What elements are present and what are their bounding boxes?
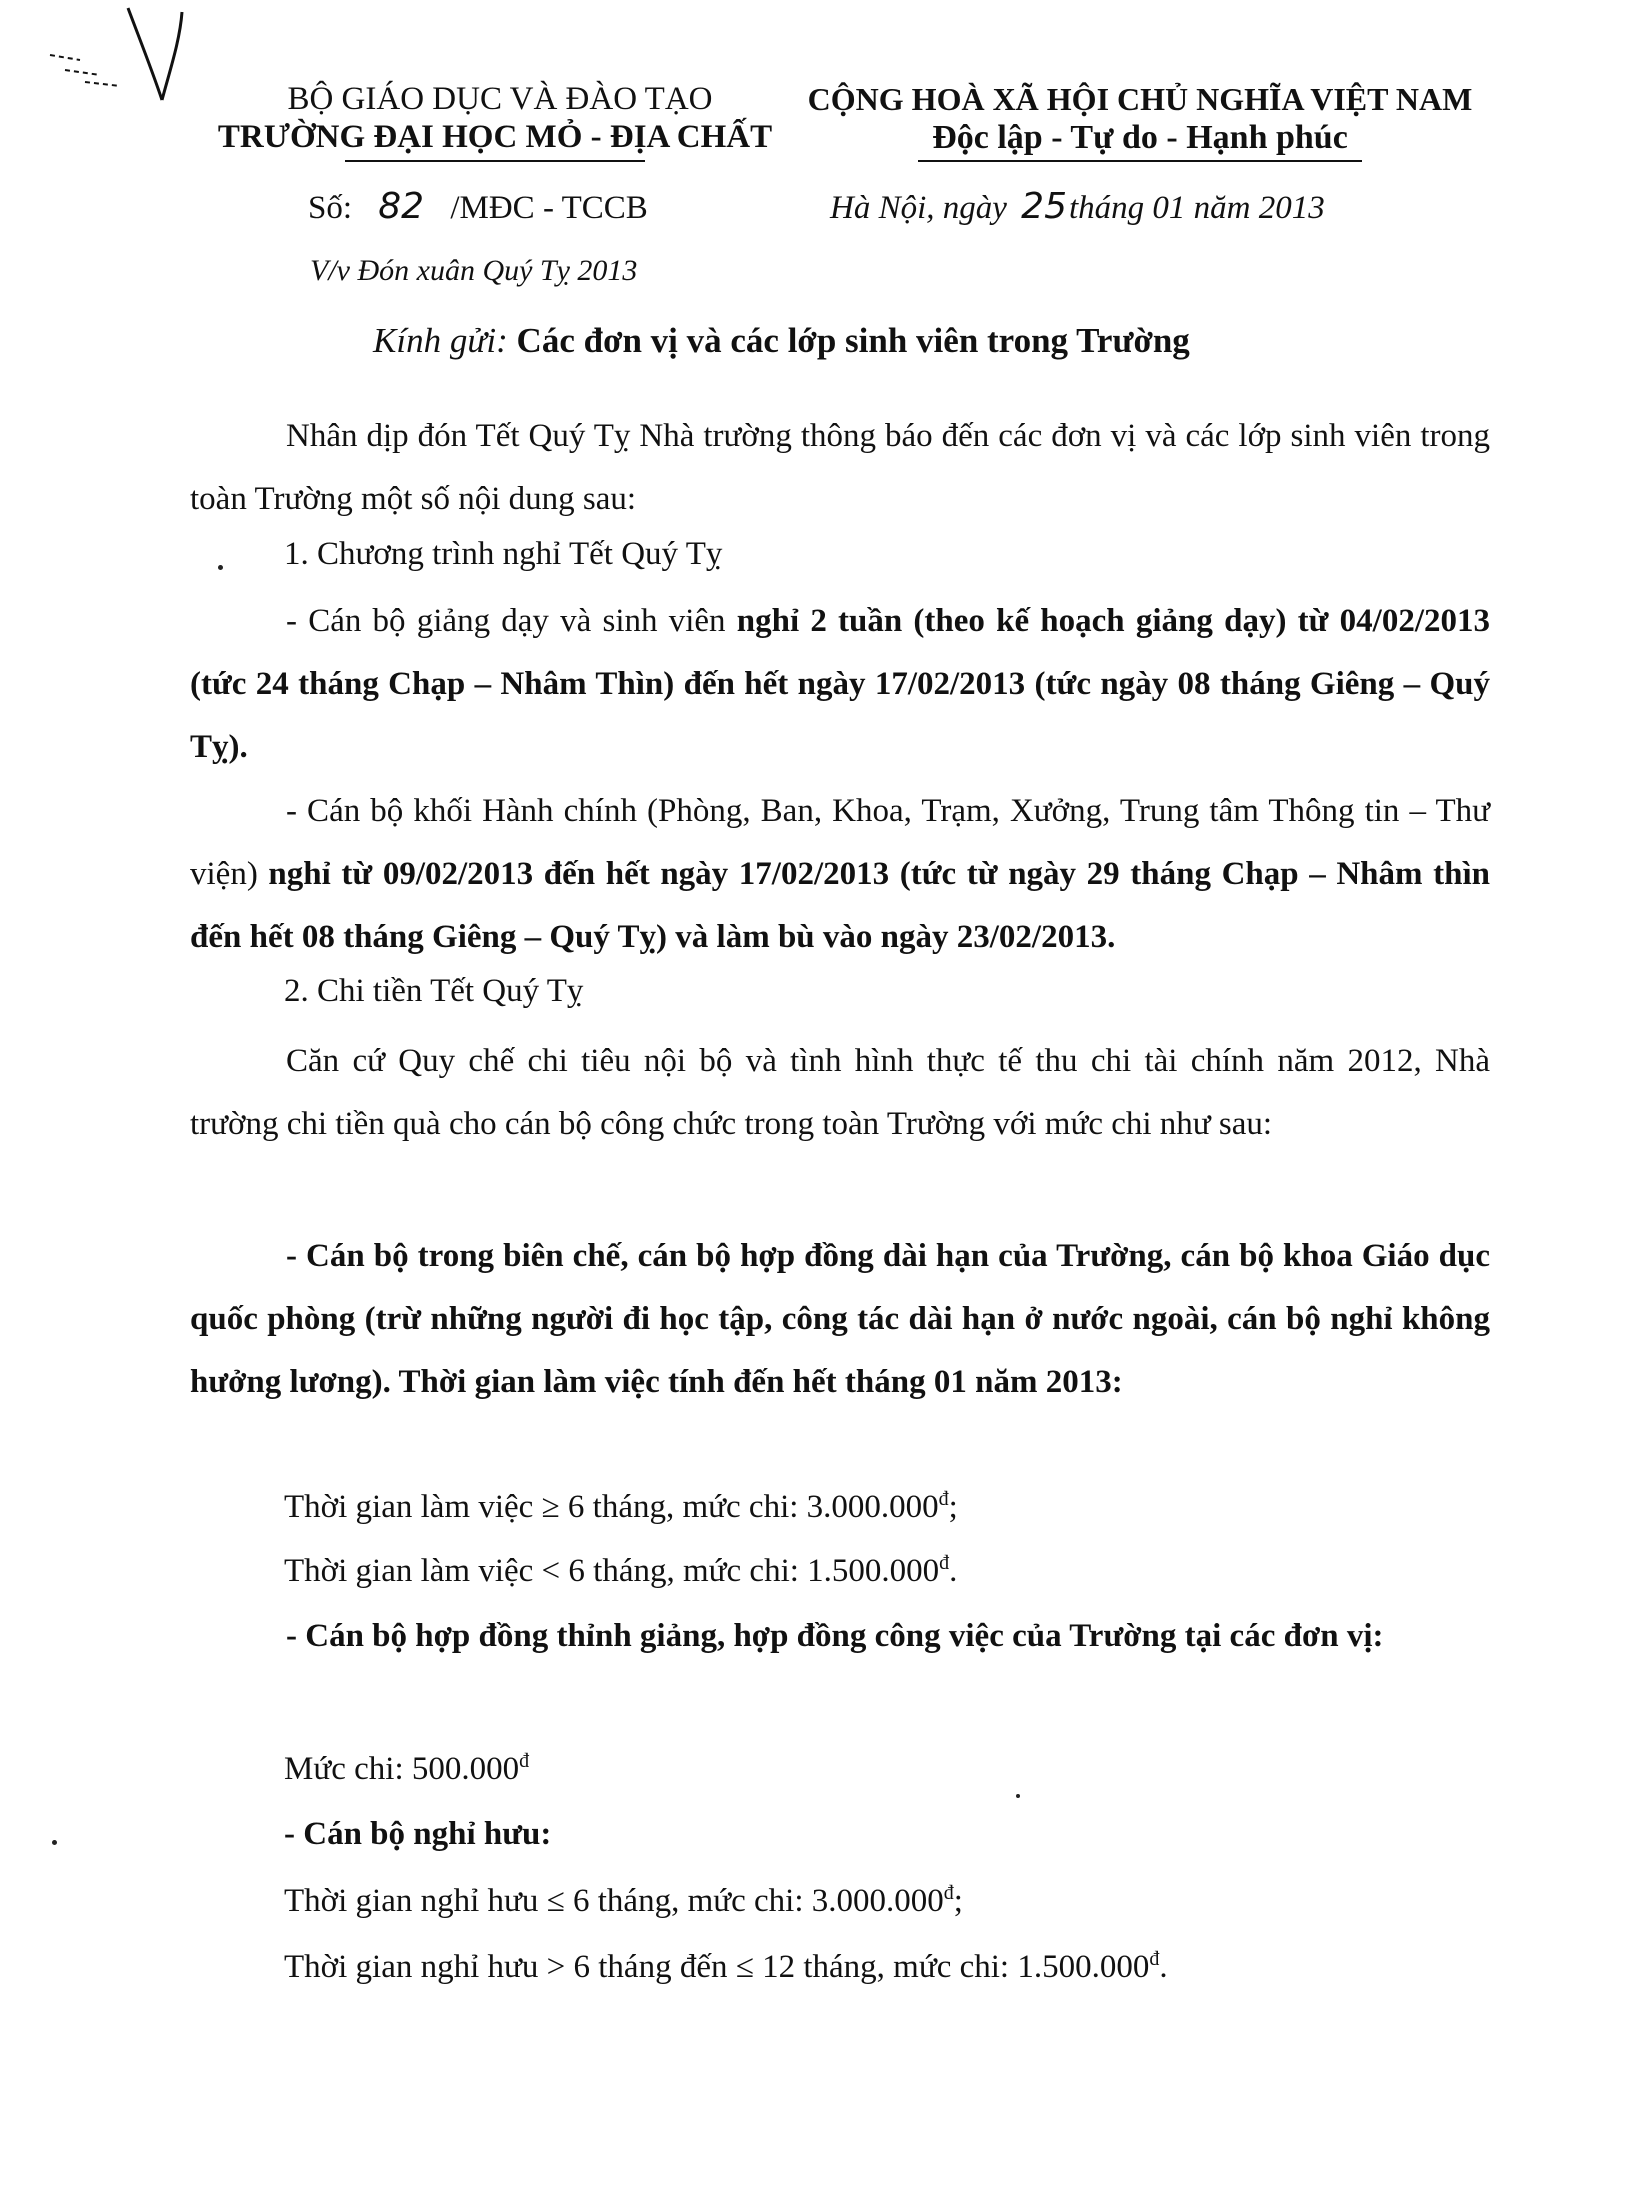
scan-speck (52, 1840, 57, 1845)
section-1-paragraph-2: - Cán bộ khối Hành chính (Phòng, Ban, Khoa, Trạm, Xưởng, Trung tâm Thông tin – Thư viện) nghỉ từ 09/02/2013 đến hết ngày 17/02/2013 (tức từ ngày 29 tháng Chạp – Nhâm thìn đến hết 08 tháng Giêng – Quý Tỵ) và làm bù vào ngày 23/02/2013. (190, 793, 1490, 955)
section-1-heading: 1. Chương trình nghỉ Tết Quý Tỵ (284, 536, 723, 572)
section-2-intro: Căn cứ Quy chế chi tiêu nội bộ và tình hình thực tế thu chi tài chính năm 2012, Nhà trường chi tiền quà cho cán bộ công chức trong toàn Trường với mức chi như sau: (190, 1043, 1490, 1142)
addressee-recipients: Các đơn vị và các lớp sinh viên trong Trường (516, 321, 1190, 360)
section-1-paragraph-1: - Cán bộ giảng dạy và sinh viên nghỉ 2 tuần (theo kế hoạch giảng dạy) từ 04/02/2013 (tức 24 tháng Chạp – Nhâm Thìn) đến hết ngày 17/02/2013 (tức ngày 08 tháng Giêng – Quý Tỵ). (190, 603, 1490, 765)
addressee (373, 320, 1190, 362)
group-3-rate-2: Thời gian nghỉ hưu > 6 tháng đến ≤ 12 tháng, mức chi: $1.500.000^đ$. (284, 1948, 1168, 1985)
subject-line: V/v Đón xuân Quý Tỵ 2013 (310, 254, 638, 287)
motto-underline (918, 160, 1362, 162)
addressee-label: Kính gửi: (373, 321, 508, 360)
ministry-name: BỘ GIÁO DỤC VÀ ĐÀO TẠO (287, 81, 713, 117)
group-2-description: - Cán bộ hợp đồng thỉnh giảng, hợp đồng công việc của Trường tại các đơn vị: (286, 1618, 1384, 1654)
handwritten-mark (40, 0, 190, 110)
group-2-rate: Mức chi: $500.000^đ$ (284, 1750, 530, 1787)
document-number: Số: 82 /MĐC - TCCB (308, 186, 648, 227)
section-2-heading: 2. Chi tiền Tết Quý Tỵ (284, 973, 584, 1009)
handwritten-number: 82 (378, 186, 425, 227)
scan-speck (218, 565, 223, 570)
scan-speck (1016, 1794, 1020, 1798)
handwritten-day: 25 (1021, 186, 1067, 227)
country-name: CỘNG HOÀ XÃ HỘI CHỦ NGHĨA VIỆT NAM (807, 81, 1473, 117)
university-name: TRƯỜNG ĐẠI HỌC MỎ - ĐỊA CHẤT (217, 119, 773, 155)
group-1-rate-1: Thời gian làm việc ≥ 6 tháng, mức chi: $3.000.000^đ$; (284, 1488, 958, 1525)
issue-date: Hà Nội, ngày 25tháng 01 năm 2013 (830, 186, 1325, 227)
group-1-description: - Cán bộ trong biên chế, cán bộ hợp đồng dài hạn của Trường, cán bộ khoa Giáo dục quốc phòng (trừ những người đi học tập, công tác dài hạn ở nước ngoài, cán bộ nghỉ không hưởng lương). Thời gian làm việc tính đến hết tháng 01 năm 2013: (190, 1238, 1490, 1400)
intro-paragraph: Nhân dịp đón Tết Quý Tỵ Nhà trường thông báo đến các đơn vị và các lớp sinh viên trong toàn Trường một số nội dung sau: (190, 418, 1490, 517)
national-motto: Độc lập - Tự do - Hạnh phúc (932, 119, 1348, 156)
group-3-description: - Cán bộ nghỉ hưu: (284, 1816, 552, 1852)
university-underline (345, 160, 645, 162)
group-3-rate-1: Thời gian nghỉ hưu ≤ 6 tháng, mức chi: $3.000.000^đ$; (284, 1882, 963, 1919)
group-1-rate-2: Thời gian làm việc < 6 tháng, mức chi: $1.500.000^đ$. (284, 1552, 958, 1589)
